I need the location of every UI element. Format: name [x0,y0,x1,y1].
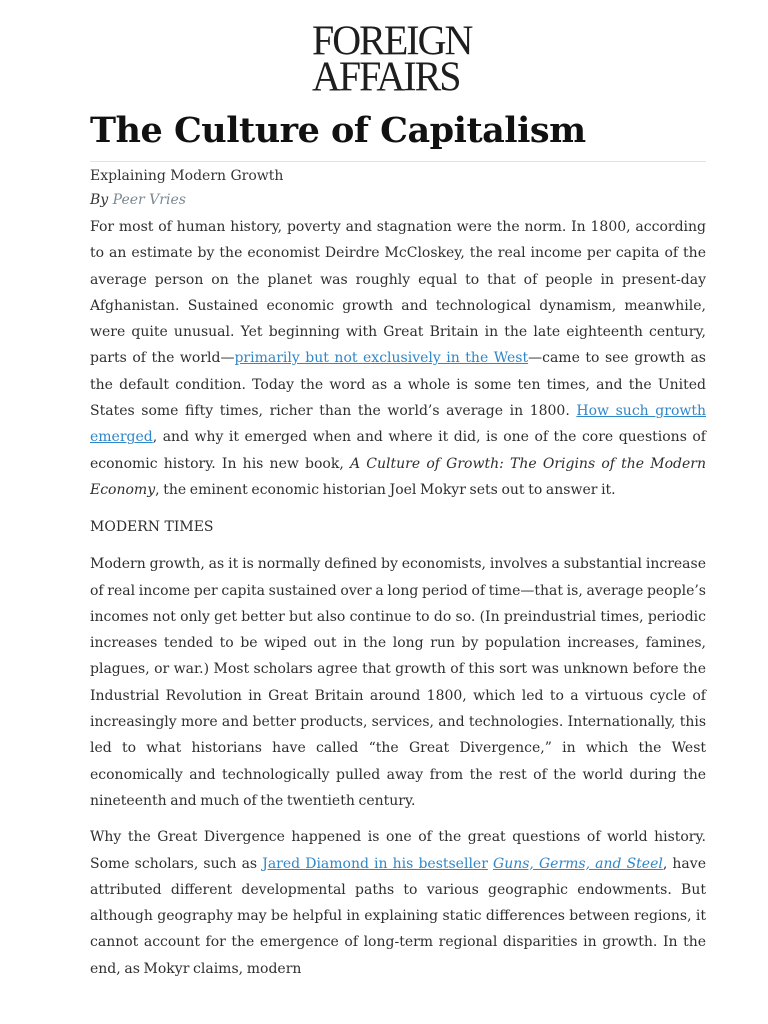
book-title-culture-of-growth: A Culture of Growth: The Origins of the Modern Economy [90,455,706,498]
link-how-growth-emerged[interactable]: How such growth emerged [90,403,706,446]
byline-prefix: By [90,192,109,208]
author-link[interactable]: Peer Vries [112,192,186,208]
paragraph-1-text-a: For most of human history, poverty and stagnation were the norm. In 1800, according to an estimate by the economist Deirdre McCloskey, the real income per capita of the average person on the planet was roughly equal to that of people in present-day Afghanistan. Sustained economic growth and technological dynamism, meanwhile, were quite unusual. Yet beginning with Great Britain in the late eighteenth century, parts of the world— [90,219,706,367]
article-subtitle: Explaining Modern Growth [90,168,284,184]
paragraph-1-text-d: , the eminent economic historian Joel Mokyr sets out to answer it. [155,481,616,498]
paragraph-2: Modern growth, as it is normally defined by economists, involves a substantial increase of real income per capita sustained over a long period of time—that is, average people’s incomes not only get better but also continue to do so. (In preindustrial times, periodic increases tended to be wiped out in the long run by population increases, famines, plagues, or war.) Most scholars agree that growth of this sort was unknown before the Industrial Revolution in Great Britain around 1800, which led to a virtuous cycle of increasingly more and better products, services, and technologies. Internationally, this led to what historians have called “the Great Divergence,” in which the West economically and technologically pulled away from the rest of the world during the nineteenth and much of the twentieth century. [90,556,706,809]
link-primarily-not-exclusively-west[interactable]: primarily but not exclusively in the West [234,350,529,367]
paragraph-3-text-a: Why the Great Divergence happened is one of the great questions of world history. Some scholars, such as [90,829,706,872]
article-body [90,214,706,992]
foreign-affairs-logo[interactable] [312,16,490,101]
section-heading: MODERN TIMES [90,519,214,536]
paragraph-1-text-b: —came to see growth as the default condition. Today the word as a whole is some ten times, and the United States some fifty times, richer than the world’s average in 1800. [90,350,706,420]
paragraph-3-text-b: , have attributed different developmental paths to various geographic endowments. But although geography may be helpful in explaining static differences between regions, it cannot account for the emergence of long-term regional disparities in growth. In the end, as Mokyr claims, modern [90,855,706,977]
paragraph-1 [90,214,706,503]
paragraph-1-text-c: , and why it emerged when and where it did, is one of the core questions of economic history. In his new book, [90,429,706,472]
link-jared-diamond-bestseller[interactable]: Jared Diamond in his bestseller [262,855,488,872]
title-divider [90,161,706,162]
book-title-guns-germs-steel: Guns, Germs, and Steel [493,855,663,872]
logo-line-1: FOREIGN [312,16,472,65]
link-guns-germs-steel[interactable] [493,856,663,872]
paragraph-3 [90,824,706,982]
logo-line-2: AFFAIRS [312,52,460,101]
article-title: The Culture of Capitalism [90,110,586,151]
byline [90,192,186,208]
